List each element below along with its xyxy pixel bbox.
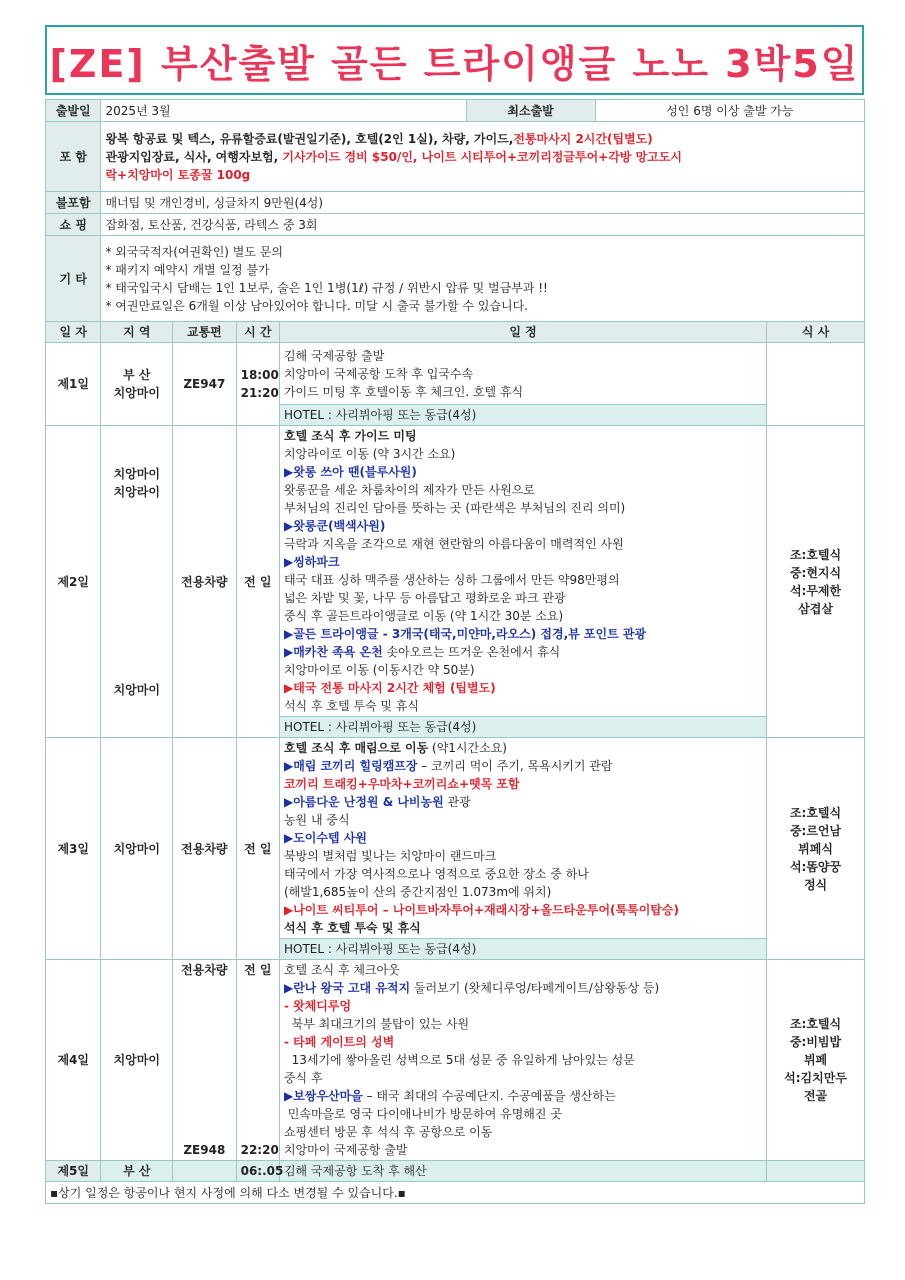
day2-schedule bbox=[279, 426, 766, 717]
col-header-time: 시 간 bbox=[236, 322, 279, 343]
col-header-day: 일 자 bbox=[46, 322, 101, 343]
exclude-label: 불포함 bbox=[46, 192, 101, 214]
meal-line: 뷔페식 bbox=[798, 841, 833, 856]
col-header-meal: 식 사 bbox=[767, 322, 865, 343]
day1-schedule bbox=[279, 343, 766, 405]
schedule-line: 치앙마이 국제공항 출발 bbox=[283, 1143, 408, 1157]
day2-hotel: HOTEL : 사리뷔아핑 또는 동급(4성) bbox=[279, 717, 766, 738]
day1-label: 제1일 bbox=[46, 343, 101, 426]
etc-line: * 태국입국시 담배는 1인 1보루, 술은 1인 1병(1ℓ) 규정 / 위반시 압류 및 벌금부과 !! bbox=[105, 280, 548, 295]
include-value bbox=[101, 122, 865, 192]
day5-meal bbox=[767, 1161, 865, 1182]
day4-region: 치앙마이 bbox=[101, 960, 173, 1161]
day5-time: 06:.05 bbox=[236, 1161, 279, 1182]
schedule-line: 중식 후 bbox=[283, 1071, 323, 1085]
meal-line: 조:호텔식 bbox=[789, 1017, 842, 1031]
page-title: [ZE] 부산출발 골든 트라이앵글 노노 3박5일 bbox=[49, 41, 860, 86]
day1-flight: ZE947 bbox=[173, 343, 237, 426]
attraction-title: ▶나이트 씨티투어 – 나이트바자투어+재래시장+올드타운투어(툭툭이탑승) bbox=[283, 903, 679, 917]
schedule-line: 북방의 별처럼 빛나는 치앙마이 랜드마크 bbox=[283, 849, 497, 863]
day4-label: 제4일 bbox=[46, 960, 101, 1161]
meal-line: 조:호텔식 bbox=[789, 805, 842, 820]
min-depart-value: 성인 6명 이상 출발 가능 bbox=[595, 100, 864, 122]
include-label: 포 함 bbox=[46, 122, 101, 192]
col-header-region: 지 역 bbox=[101, 322, 173, 343]
day5-transport bbox=[173, 1161, 237, 1182]
time-value: 18:00 bbox=[240, 368, 279, 382]
attraction-title: ▶씽하파크 bbox=[283, 555, 340, 569]
meal-line: 전골 bbox=[803, 1089, 828, 1103]
col-header-transport: 교통편 bbox=[173, 322, 237, 343]
attraction-title: ▶왓롱쿤(백색사원) bbox=[283, 519, 386, 533]
schedule-line: 중식 후 골든트라이앵글로 이동 (약 1시간 30분 소요) bbox=[283, 609, 564, 623]
attraction-title: ▶매림 코끼리 힐링캠프장 bbox=[283, 759, 418, 773]
exclude-value: 매너팁 및 개인경비, 싱글차지 9만원(4성) bbox=[101, 192, 865, 214]
flight-number: ZE948 bbox=[183, 1143, 226, 1157]
day2-label: 제2일 bbox=[46, 426, 101, 738]
schedule-line: 넓은 차밭 및 꽃, 나무 등 아름답고 평화로운 파크 관광 bbox=[283, 591, 566, 605]
day1-hotel: HOTEL : 사리뷔아핑 또는 동급(4성) bbox=[279, 405, 766, 426]
attraction-title: - 왓체디루엉 bbox=[283, 999, 352, 1013]
day3-hotel: HOTEL : 사리뷔아핑 또는 동급(4성) bbox=[279, 939, 766, 960]
schedule-line: (해발1,685높이 산의 중간지점인 1.073m에 위치) bbox=[283, 885, 552, 899]
schedule-line: 태국에서 가장 역사적으로나 영적으로 중요한 장소 중 하나 bbox=[283, 867, 589, 881]
etc-line: * 외국국적자(여권확인) 별도 문의 bbox=[105, 244, 283, 259]
meal-line: 정식 bbox=[803, 877, 828, 892]
schedule-line: 쇼핑센터 방문 후 석식 후 공항으로 이동 bbox=[283, 1125, 493, 1139]
day1-region bbox=[101, 343, 173, 426]
time-value: 전 일 bbox=[244, 963, 272, 977]
schedule-line: 석식 후 호텔 투숙 및 휴식 bbox=[283, 699, 419, 713]
attraction-title: ▶왓롱 쓰아 땐(블루사원) bbox=[283, 465, 417, 479]
meal-line: 중:비빔밥 bbox=[789, 1035, 842, 1049]
schedule-line: 호텔 조식 후 가이드 미팅 bbox=[283, 429, 417, 443]
schedule-line: 둘러보기 (왓체디루엉/타페게이트/삼왕동상 등) bbox=[410, 981, 660, 995]
schedule-line: 호텔 조식 후 체크아웃 bbox=[283, 963, 400, 977]
attraction-title: 코끼리 트래킹+우마차+코끼리쇼+뗏목 포함 bbox=[283, 777, 520, 791]
schedule-line: 민속마을로 영국 다이애나비가 방문하여 유명해진 곳 bbox=[283, 1107, 562, 1121]
schedule-line: – 태국 최대의 수공예단지. 수공예품을 생산하는 bbox=[362, 1089, 616, 1103]
schedule-line: 북부 최대크기의 불탑이 있는 사원 bbox=[283, 1017, 470, 1031]
attraction-title: ▶골든 트라이앵글 - 3개국(태국,미얀마,라오스) 접경,뷰 포인트 관광 bbox=[283, 627, 647, 641]
schedule-line: 치앙마이로 이동 (이동시간 약 50분) bbox=[283, 663, 475, 677]
attraction-title: ▶란나 왕국 고대 유적지 bbox=[283, 981, 411, 995]
meal-line: 삼겹살 bbox=[798, 601, 833, 616]
day1-time bbox=[236, 343, 279, 426]
shopping-value: 잡화점, 토산품, 건강식품, 라텍스 중 3회 bbox=[101, 214, 865, 236]
meal-line: 중:현지식 bbox=[789, 565, 842, 580]
region-name: 부 산 bbox=[123, 368, 151, 382]
day4-meal bbox=[767, 960, 865, 1161]
day3-meal bbox=[767, 738, 865, 960]
etc-line: * 여권만료일은 6개월 이상 남아있어야 합니다. 미달 시 출국 불가할 수 있습니다. bbox=[105, 298, 529, 313]
schedule-line: 김해 국제공항 출발 bbox=[283, 348, 385, 363]
day3-region: 치앙마이 bbox=[101, 738, 173, 960]
etc-value bbox=[101, 236, 865, 322]
day3-time: 전 일 bbox=[236, 738, 279, 960]
schedule-line: 가이드 미팅 후 호텔이동 후 체크인. 호텔 휴식 bbox=[283, 384, 524, 399]
day2-time: 전 일 bbox=[236, 426, 279, 738]
meal-line: 석:무제한 bbox=[789, 583, 842, 598]
attraction-title: ▶태국 전통 마사지 2시간 체험 (팁별도) bbox=[283, 681, 496, 695]
include-line1: 왕복 항공료 및 텍스, 유류할증료(발권일기준), 호텔(2인 1실), 차량, 가이드, bbox=[105, 131, 514, 146]
min-depart-label: 최소출발 bbox=[466, 100, 595, 122]
depart-label: 출발일 bbox=[46, 100, 101, 122]
region-name: 치앙마이 bbox=[113, 682, 160, 697]
schedule-line: 치앙마이 국제공항 도착 후 입국수속 bbox=[283, 366, 474, 381]
schedule-line: 석식 후 호텔 투숙 및 휴식 bbox=[283, 921, 421, 935]
attraction-title: ▶보쌍우산마을 bbox=[283, 1089, 363, 1103]
region-name: 치앙마이 bbox=[113, 386, 160, 400]
day2-transport: 전용차량 bbox=[173, 426, 237, 738]
schedule-line: 부처님의 진리인 담아를 뜻하는 곳 (파란색은 부처님의 진리 의미) bbox=[283, 501, 626, 515]
time-value: 21:20 bbox=[240, 386, 279, 400]
day5-schedule: 김해 국제공항 도착 후 해산 bbox=[279, 1161, 766, 1182]
schedule-line: 치앙라이로 이동 (약 3시간 소요) bbox=[283, 447, 456, 461]
schedule-line: 관광 bbox=[443, 795, 471, 809]
itinerary-table bbox=[45, 99, 865, 1204]
shopping-label: 쇼 핑 bbox=[46, 214, 101, 236]
footer-note: ▪상기 일정은 항공이나 현지 사정에 의해 다소 변경될 수 있습니다.▪ bbox=[46, 1182, 865, 1204]
day4-schedule bbox=[279, 960, 766, 1161]
schedule-line: 태국 대표 싱하 맥주를 생산하는 싱하 그룹에서 만든 약98만평의 bbox=[283, 573, 620, 587]
schedule-line: 솟아오르는 뜨거운 온천에서 휴식 bbox=[382, 645, 561, 659]
region-name: 치앙마이 bbox=[113, 466, 160, 481]
day4-time bbox=[236, 960, 279, 1161]
day3-transport: 전용차량 bbox=[173, 738, 237, 960]
meal-line: 석:김치만두 bbox=[784, 1071, 847, 1085]
attraction-title: - 타페 게이트의 성벽 bbox=[283, 1035, 395, 1049]
schedule-line: 13세기에 쌓아올린 성벽으로 5대 성문 중 유일하게 남아있는 성문 bbox=[283, 1053, 635, 1067]
schedule-line: 왓롱꾼을 세운 차룸차이의 제자가 만든 사원으로 bbox=[283, 483, 535, 497]
attraction-title: ▶매카찬 족욕 온천 bbox=[283, 645, 383, 659]
day4-transport bbox=[173, 960, 237, 1161]
meal-line: 뷔페 bbox=[803, 1053, 828, 1067]
day3-schedule bbox=[279, 738, 766, 939]
day3-label: 제3일 bbox=[46, 738, 101, 960]
attraction-title: ▶도이수텝 사원 bbox=[283, 831, 367, 845]
meal-line: 석:똠양꿍 bbox=[789, 859, 842, 874]
day5-label: 제5일 bbox=[46, 1161, 101, 1182]
title-box bbox=[45, 25, 864, 95]
depart-value: 2025년 3월 bbox=[101, 100, 466, 122]
include-line1-highlight: 전통마사지 2시간(팁별도) bbox=[513, 131, 653, 146]
schedule-line: (약1시간소요) bbox=[428, 741, 507, 755]
meal-line: 조:호텔식 bbox=[789, 547, 842, 562]
time-value: 22:20 bbox=[240, 1143, 279, 1157]
transport-value: 전용차량 bbox=[181, 963, 228, 977]
meal-line: 중:르언남 bbox=[789, 823, 842, 838]
attraction-title: ▶아름다운 난정원 & 나비농원 bbox=[283, 795, 444, 809]
day2-region bbox=[101, 426, 173, 738]
col-header-schedule: 일 정 bbox=[279, 322, 766, 343]
schedule-line: 극락과 지옥을 조각으로 재현 현란함의 아름다움이 매력적인 사원 bbox=[283, 537, 624, 551]
schedule-line: 호텔 조식 후 매림으로 이동 bbox=[283, 741, 429, 755]
etc-label: 기 타 bbox=[46, 236, 101, 322]
day5-region: 부 산 bbox=[101, 1161, 173, 1182]
schedule-line: – 코끼리 먹이 주기, 목욕시키기 관람 bbox=[417, 759, 613, 773]
region-name: 치앙라이 bbox=[113, 484, 160, 499]
include-line3-highlight: 락+치앙마이 토종꿀 100g bbox=[105, 167, 251, 182]
etc-line: * 패키지 예약시 개별 일정 불가 bbox=[105, 262, 270, 277]
schedule-line: 농원 내 중식 bbox=[283, 813, 350, 827]
day1-meal bbox=[767, 343, 865, 426]
day2-meal bbox=[767, 426, 865, 738]
include-line2: 관광지입장료, 식사, 여행자보험, bbox=[105, 149, 279, 164]
include-line2-highlight: 기사가이드 경비 $50/인, 나이트 시티투어+코끼리정글투어+각방 망고도시 bbox=[278, 149, 682, 164]
